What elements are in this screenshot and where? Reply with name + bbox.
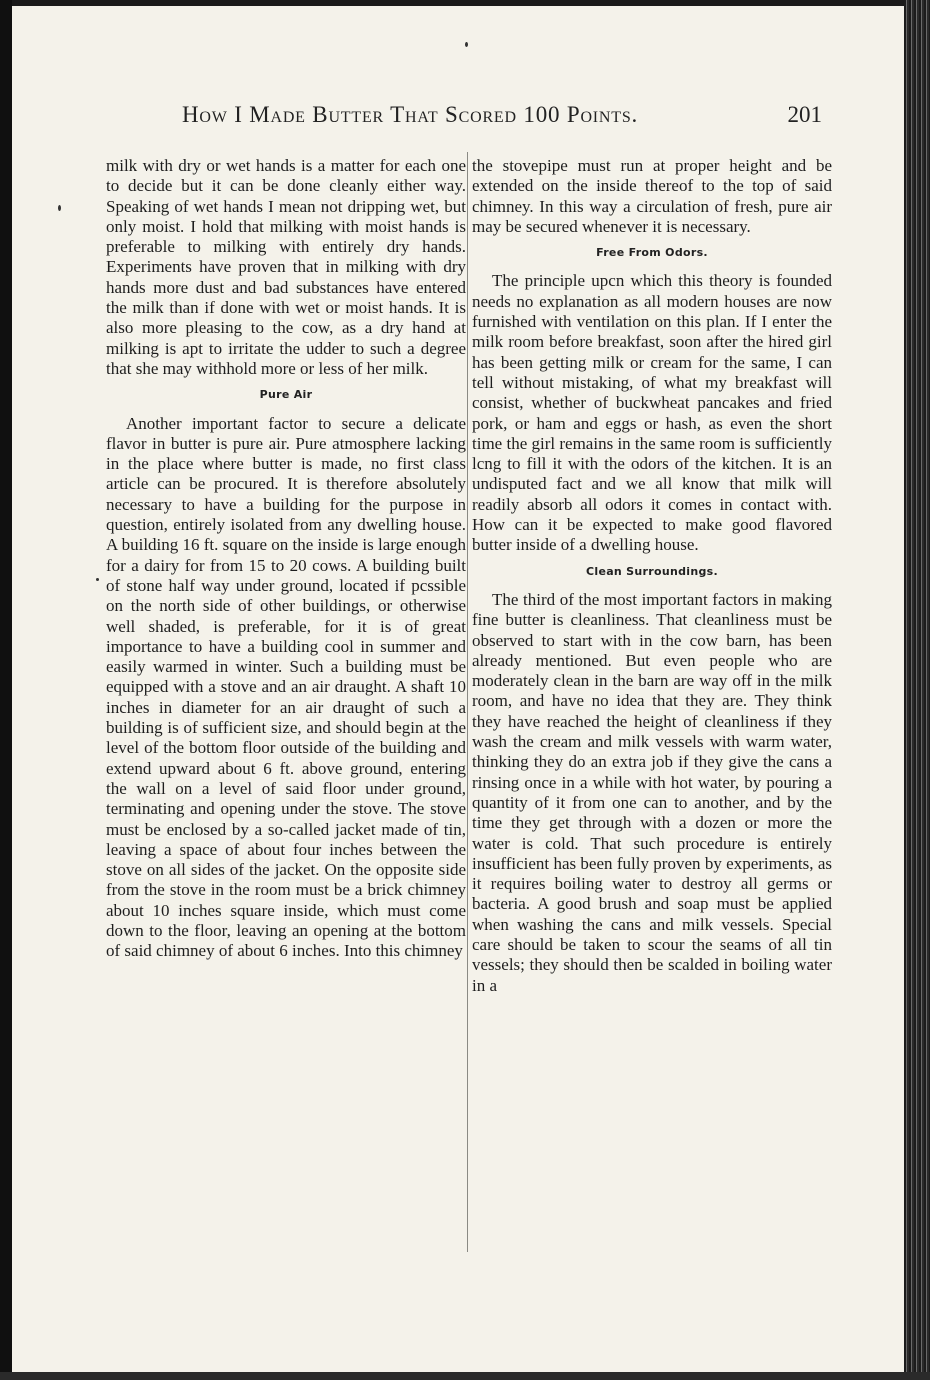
ink-speck — [465, 42, 468, 47]
paragraph: milk with dry or wet hands is a matter for each one to decide but it can be done cleanly either way. Speaking of wet hands I mean not dripping wet, but only moist. I hold that milking with moist hands is preferable to milking with entirely dry hands. Experiments have proven that in milking with dry hands more dust and bad substances have entered the milk than if done with wet or moist hands. It is also more pleasing to the cow, as a dry hand at milking is apt to irritate the udder to such a degree that she may withhold more or less of her milk. — [106, 156, 466, 378]
column-divider — [467, 152, 468, 1252]
running-header — [100, 100, 830, 134]
scan-border-bottom — [0, 1372, 930, 1380]
section-heading-pure-air: Pure Air — [259, 388, 313, 402]
scan-border-left — [0, 0, 12, 1380]
paragraph: The third of the most important factors in making fine butter is cleanliness. That cleanliness must be observed to start with in the cow barn, has been already mentioned. But even people who are moderately clean in the barn are way off in the milk room, and have no idea that they are. They think they have reached the height of cleanliness if they wash the cream and milk vessels with warm water, thinking they do an extra job if they give the cans a rinsing once in a while with hot water, by pouring a quantity of it from one can to another, and by the time they get through with a dozen or more the water is cold. That such procedure is entirely insufficient has been fully proven by experiments, as it requires boiling water to destroy all germs or bacteria. A good brush and soap must be applied when washing the cans and milk vessels. Special care should be taken to scour the seams of all tin vessels; they should then be scalded in boiling water in a — [472, 589, 832, 995]
ink-speck — [96, 578, 99, 581]
running-title: How I Made Butter That Scored 100 Points. — [182, 102, 639, 127]
ink-speck — [58, 205, 61, 211]
right-column — [472, 156, 832, 996]
left-column — [106, 156, 466, 962]
section-heading-clean-surroundings: Clean Surroundings. — [586, 564, 718, 578]
book-page-edges — [904, 0, 930, 1380]
paragraph: The principle upcn which this theory is founded needs no explanation as all modern houses are now furnished with ventilation on this plan. If I enter the milk room before breakfast, soon after the hired girl has been getting milk or cream for the same, I can tell without mistaking, of what my breakfast will consist, whether of buckwheat pancakes and fried pork, or ham and eggs or hash, as even the short time the girl remains in the same room is sufficiently lcng to fill it with the odors of the kitchen. It is an undisputed fact and we all know that milk will readily absorb all odors it comes in contact with. How can it be expected to make good flavored butter inside of a dwelling house. — [472, 271, 832, 555]
section-heading-free-from-odors: Free From Odors. — [596, 246, 708, 260]
scan-border-top — [0, 0, 930, 6]
paragraph: the stovepipe must run at proper height and be extended on the inside thereof to the top of said chimney. In this way a circulation of fresh, pure air may be secured whenever it is necessary. — [472, 156, 832, 236]
paragraph: Another important factor to secure a delicate flavor in butter is pure air. Pure atmosphere lacking in the place where butter is made, no first class article can be procured. It is therefore absolutely necessary to have a building for the purpose in question, entirely isolated from any dwelling house. A building 16 ft. square on the inside is large enough for a dairy for from 15 to 20 cows. A building built of stone half way under ground, located if pcssible on the north side of other buildings, or otherwise well shaded, is preferable, for it is of great importance to have a building cool in summer and easily warmed in winter. Such a building must be equipped with a stove and an air draught. A shaft 10 inches in diameter for an air draught of such a building is of sufficient size, and should begin at the level of the bottom floor outside of the building and extend upward about 6 ft. above ground, entering the wall on a level of said floor under ground, terminating and opening under the stove. The stove must be enclosed by a so-called jacket made of tin, leaving a space of about four inches between the stove on all sides of the jacket. On the opposite side from the stove in the room must be a brick chimney about 10 inches square inside, which must come down to the floor, leaving an opening at the bottom of said chimney of about 6 inches. Into this chimney — [106, 413, 466, 961]
page-number: 201 — [787, 102, 822, 127]
